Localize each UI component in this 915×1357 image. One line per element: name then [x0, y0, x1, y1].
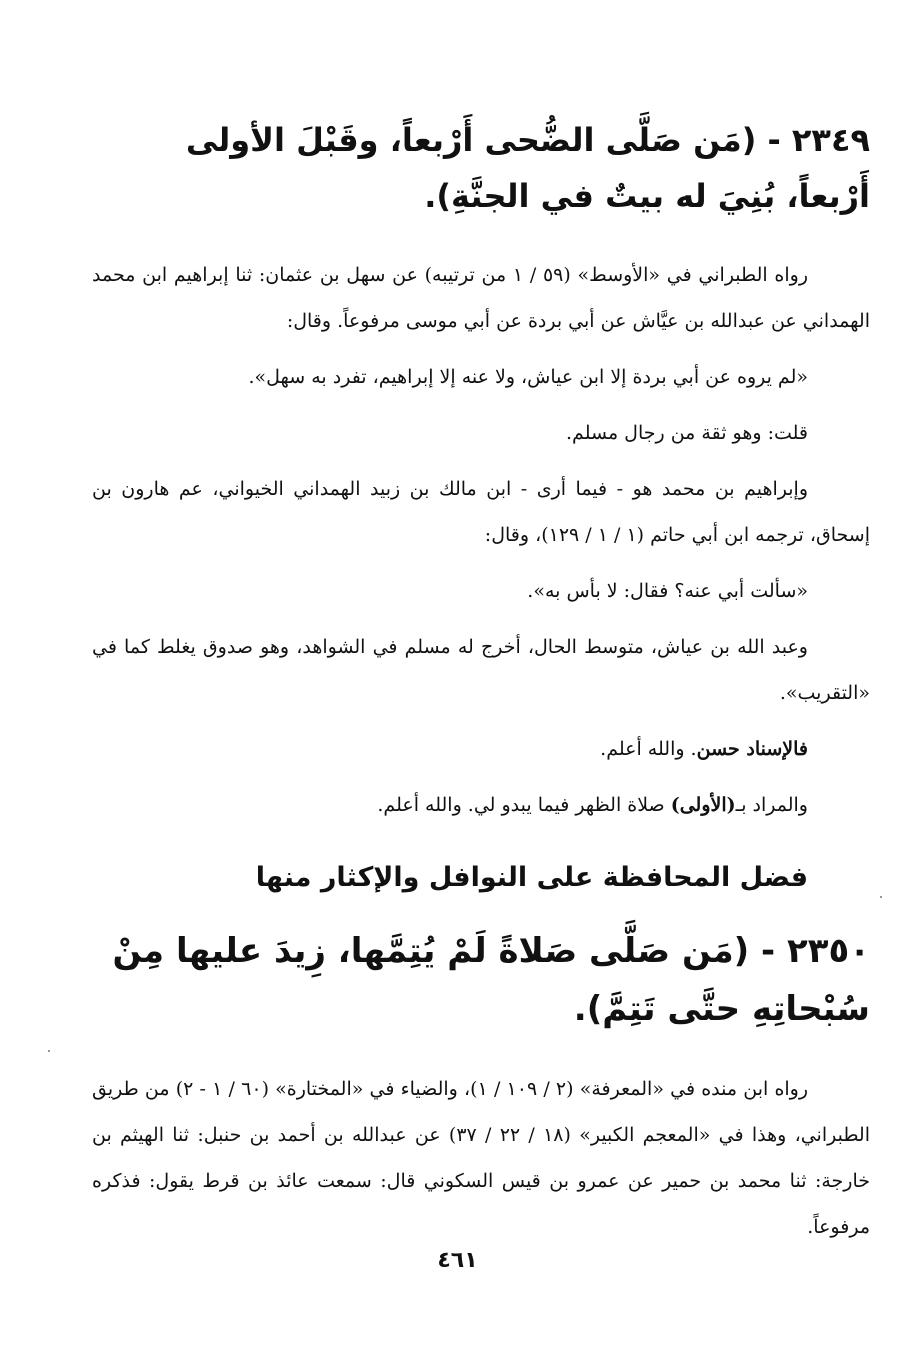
book-page	[92, 112, 870, 1260]
hadith-2350-narration: رواه ابن منده في «المعرفة» (٢ / ١٠٩ / ١)، والضياء في «المختارة» (٦٠ / ١ - ٢) من طريق الطبراني، وهذا في «المعجم الكبير» (١٨ / ٢٢ / ٣٧) عن عبدالله بن أحمد بن حنبل: ثنا الهيثم بن خارجة: ثنا محمد بن حمير عن عمرو بن قيس السكوني قال: سمعت عائذ بن قرط يقول: فذكره مرفوعاً.	[92, 1078, 870, 1238]
hadith-2349-quote-tabarani: «لم يروه عن أبي بردة إلا ابن عياش، ولا عنه إلا إبراهيم، تفرد به سهل».	[248, 366, 808, 388]
hadith-2349-meaning	[92, 782, 870, 828]
scan-dot	[48, 1050, 50, 1052]
hadith-2349-title: ٢٣٤٩ - (مَن صَلَّى الضُّحى أَرْبعاً، وقَبْلَ الأولى أَرْبعاً، بُنِيَ له بيتٌ في الجنَّةِ).	[185, 121, 870, 215]
meaning-prefix: والمراد بـ	[735, 794, 808, 816]
isnad-ruling-bold: فالإسناد حسن	[696, 738, 808, 760]
hadith-2349-isnad-ruling	[92, 726, 870, 772]
hadith-2350-title: ٢٣٥٠ - (مَن صَلَّى صَلاةً لَمْ يُتِمَّها، زِيدَ عليها مِنْ سُبْحاتِهِ حتَّى تَتِمَّ).	[112, 931, 870, 1029]
hadith-2349-ibrahim-biography: وإبراهيم بن محمد هو - فيما أرى - ابن مالك بن زبيد الهمداني الخيواني، عم هارون بن إسحاق، ترجمه ابن أبي حاتم (١ / ١ / ١٢٩)، وقال:	[92, 478, 870, 546]
section-heading: فضل المحافظة على النوافل والإكثار منها	[255, 862, 808, 893]
hadith-2350	[92, 922, 870, 1250]
isnad-ruling-rest: . والله أعلم.	[600, 738, 697, 760]
meaning-rest: صلاة الظهر فيما يبدو لي. والله أعلم.	[377, 794, 671, 816]
hadith-2349-quote-abu-hatim: «سألت أبي عنه؟ فقال: لا بأس به».	[527, 580, 808, 602]
page-number: ٤٦١	[437, 1248, 478, 1273]
hadith-2349-author-note: قلت: وهو ثقة من رجال مسلم.	[566, 422, 808, 444]
scan-dot	[880, 896, 882, 898]
hadith-2349	[92, 112, 870, 828]
meaning-bold-term: (الأولى)	[670, 794, 736, 816]
hadith-2349-abdullah-note: وعبد الله بن عياش، متوسط الحال، أخرج له مسلم في الشواهد، وهو صدوق يغلط كما في «التقريب».	[92, 636, 870, 704]
hadith-2349-narration: رواه الطبراني في «الأوسط» (٥٩ / ١ من ترتيبه) عن سهل بن عثمان: ثنا إبراهيم ابن محمد الهمداني عن عبدالله بن عيَّاش عن أبي بردة عن أبي موسى مرفوعاً. وقال:	[92, 264, 870, 332]
